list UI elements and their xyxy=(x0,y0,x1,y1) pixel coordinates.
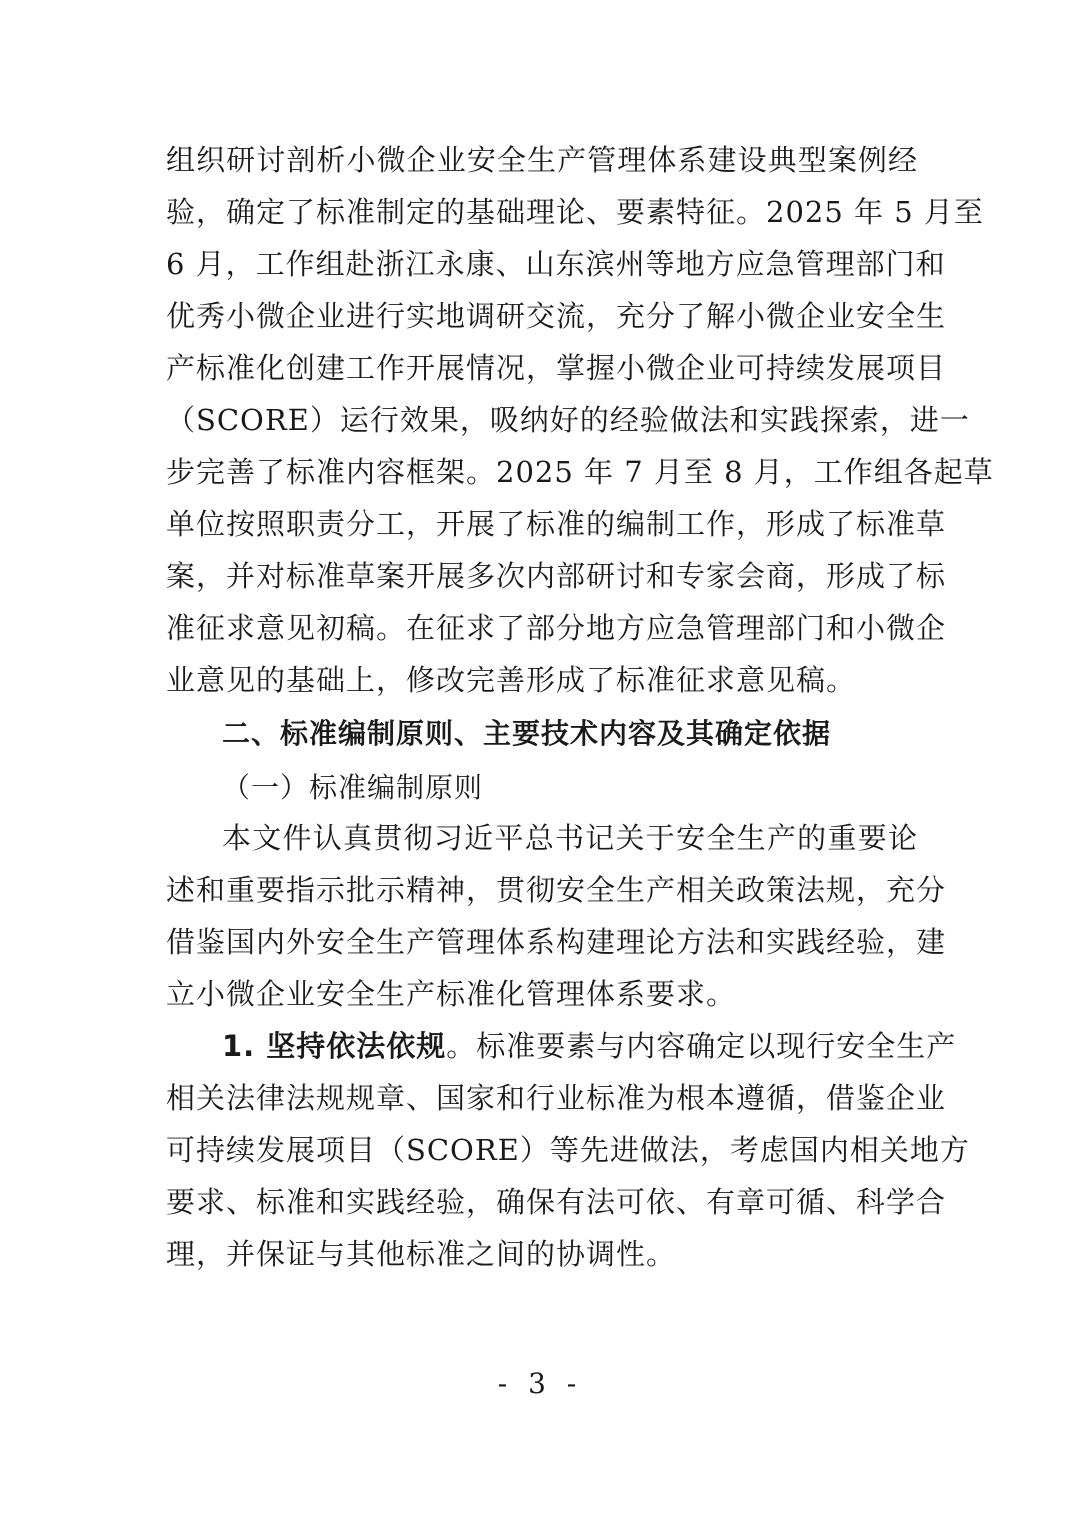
text-line: 优秀小微企业进行实地调研交流，充分了解小微企业安全生 xyxy=(166,299,947,333)
section-heading: 二、标准编制原则、主要技术内容及其确定依据 xyxy=(222,717,832,750)
principle-lead: 1. 坚持依法依规 xyxy=(222,1029,447,1063)
page-number: - 3 - xyxy=(497,1367,583,1400)
text-line: 组织研讨剖析小微企业安全生产管理体系建设典型案例经 xyxy=(166,143,918,177)
text-line: 借鉴国内外安全生产管理体系构建理论方法和实践经验，建 xyxy=(166,925,947,959)
text-line: 准征求意见初稿。在征求了部分地方应急管理部门和小微企 xyxy=(166,611,947,645)
text-line: 要求、标准和实践经验，确保有法可依、有章可循、科学合 xyxy=(166,1185,947,1219)
text-line: （SCORE）运行效果，吸纳好的经验做法和实践探索，进一 xyxy=(166,403,970,437)
text-line: 业意见的基础上，修改完善形成了标准征求意见稿。 xyxy=(166,663,857,697)
text-line: 立小微企业安全生产标准化管理体系要求。 xyxy=(166,977,737,1011)
subsection-heading: （一）标准编制原则 xyxy=(222,771,484,804)
text-line: 单位按照职责分工，开展了标准的编制工作，形成了标准草 xyxy=(166,507,947,541)
text-line: 本文件认真贯彻习近平总书记关于安全生产的重要论 xyxy=(222,821,918,855)
text-line: 述和重要指示批示精神，贯彻安全生产相关政策法规，充分 xyxy=(166,873,947,907)
text-line: 步完善了标准内容框架。2025 年 7 月至 8 月，工作组各起草 xyxy=(166,455,994,489)
text-line: 6 月，工作组赴浙江永康、山东滨州等地方应急管理部门和 xyxy=(166,247,946,281)
text-line: 可持续发展项目（SCORE）等先进做法，考虑国内相关地方 xyxy=(166,1133,970,1167)
text-line: 验，确定了标准制定的基础理论、要素特征。2025 年 5 月至 xyxy=(166,195,984,229)
text-line xyxy=(222,1020,957,1072)
text-line: 理，并保证与其他标准之间的协调性。 xyxy=(166,1237,677,1271)
text-line: 案，并对标准草案开展多次内部研讨和专家会商，形成了标 xyxy=(166,559,947,593)
text-line: 相关法律法规规章、国家和行业标准为根本遵循，借鉴企业 xyxy=(166,1081,947,1115)
principle-text: 。标准要素与内容确定以现行安全生产 xyxy=(446,1029,957,1063)
text-line: 产标准化创建工作开展情况，掌握小微企业可持续发展项目 xyxy=(166,351,947,385)
